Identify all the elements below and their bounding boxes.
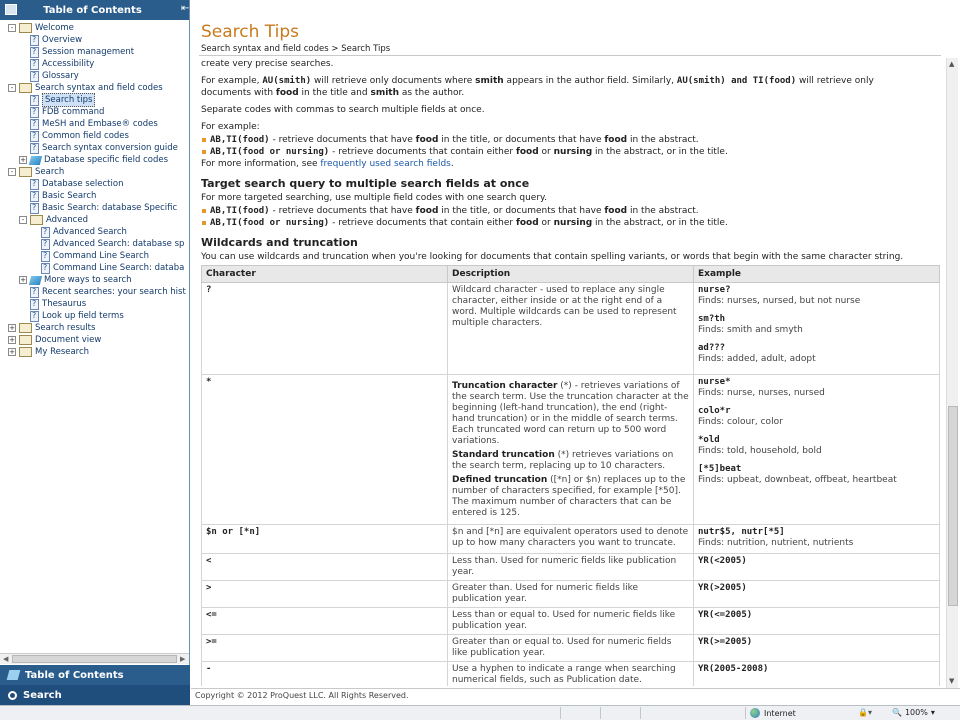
bullet-text	[210, 134, 699, 146]
character-cell: $n or [*n]	[202, 525, 448, 554]
character-cell: *	[202, 375, 448, 525]
text: Greater than or equal to. Used for numeric fields like publication year.	[452, 637, 672, 658]
text: in the title and	[298, 88, 371, 98]
separate-codes-text: Separate codes with commas to search multiple fields at once.	[201, 105, 485, 115]
code-au-smith: AU(smith)	[262, 76, 312, 86]
toc-item-label: Search	[35, 167, 65, 177]
bullet-list-2	[201, 205, 941, 229]
zoom-control[interactable]	[892, 708, 935, 717]
table-row	[202, 375, 940, 525]
toc-item-label: Basic Search: database Specific	[42, 203, 178, 213]
help-page-icon	[30, 143, 39, 154]
text: - retrieves variations of the search term. Use the truncation character at the beginning (left-hand truncation), the end (right-hand truncation) or in the middle of search terms. Each truncated word can return up to 500 word variations.	[452, 381, 689, 446]
description-cell	[448, 375, 694, 525]
toc-item[interactable]	[0, 118, 189, 130]
term: nursing	[553, 218, 593, 228]
toc-gem-icon	[7, 670, 21, 680]
toc-item[interactable]	[0, 154, 189, 166]
toc-item[interactable]	[0, 298, 189, 310]
example-finds: Finds: colour, color	[698, 417, 783, 427]
table-row	[202, 635, 940, 662]
title-divider	[199, 55, 941, 56]
toc-item-label: Basic Search	[42, 191, 97, 201]
scroll-up-arrow-icon[interactable]: ▲	[949, 60, 955, 68]
toc-item[interactable]	[0, 322, 189, 334]
browser-status-bar	[0, 705, 960, 720]
target-text: For more targeted searching, use multiple field codes with one search query.	[201, 193, 547, 203]
expand-icon[interactable]: +	[20, 156, 26, 164]
example-finds: Finds: nurse, nurses, nursed	[698, 388, 825, 398]
bullet-list-1	[201, 134, 941, 158]
toc-item-label: Accessibility	[42, 59, 95, 69]
term: smith	[370, 88, 399, 98]
toc-item-label: Advanced	[46, 215, 88, 225]
toc-item-label: Database specific field codes	[44, 155, 169, 165]
example-term: YR(>=2005)	[698, 637, 753, 647]
expand-icon[interactable]: +	[20, 276, 26, 284]
example-term: [*5]beat	[698, 464, 742, 474]
text: .	[450, 159, 454, 169]
toc-item[interactable]	[0, 166, 189, 178]
example	[698, 637, 935, 648]
content-pane	[191, 0, 960, 705]
table-row	[202, 525, 940, 554]
toc-item-label: Document view	[35, 335, 102, 345]
book-icon	[5, 4, 17, 15]
example-cell	[694, 525, 940, 554]
toc-horizontal-scrollbar[interactable]	[0, 653, 189, 664]
character-cell: <	[202, 554, 448, 581]
content-vertical-scrollbar[interactable]	[946, 58, 958, 688]
code: ([*n] or $n)	[547, 475, 601, 485]
column-header: Description	[448, 266, 694, 283]
toc-item-label: Search tips	[42, 93, 95, 107]
bullet-text	[210, 146, 728, 158]
search-tab-label: Search	[23, 689, 62, 701]
text: - retrieve documents that have	[269, 135, 416, 145]
example-finds: Finds: added, adult, adopt	[698, 354, 816, 364]
gem-icon	[29, 276, 42, 285]
book-icon	[19, 323, 32, 333]
example-term: ad???	[698, 343, 726, 353]
toc-item[interactable]	[0, 346, 189, 358]
gem-icon	[29, 156, 42, 165]
toc-item-label: Advanced Search: database sp	[53, 239, 185, 249]
toc-item-label: Search syntax and field codes	[35, 83, 163, 93]
example-term: YR(<=2005)	[698, 610, 753, 620]
description-cell	[448, 662, 694, 687]
text: in the abstract, or in the title.	[592, 218, 728, 228]
book-icon	[19, 23, 32, 33]
code: AB,TI(food or nursing)	[210, 218, 330, 228]
intro-line: create very precise searches.	[201, 59, 334, 69]
text: retrieves variations on the search term, replacing up to 10 characters.	[452, 450, 674, 471]
example	[698, 343, 935, 365]
text: Less than or equal to. Used for numeric fields like publication year.	[452, 610, 676, 631]
toc-item[interactable]	[0, 58, 189, 70]
help-page-icon	[41, 251, 50, 262]
toc-item[interactable]	[0, 214, 189, 226]
example-cell	[694, 375, 940, 525]
toc-item-label: Look up field terms	[42, 311, 124, 321]
toc-item-label: Common field codes	[42, 131, 129, 141]
expand-icon[interactable]: +	[9, 348, 15, 356]
text: Use a hyphen to indicate a range when searching numerical fields, such as Publication date.	[452, 664, 676, 685]
toc-item-label: Welcome	[35, 23, 74, 33]
collapse-icon[interactable]: -	[8, 168, 16, 176]
bullet-item	[201, 134, 941, 146]
lock-icon[interactable]: 🔒▾	[858, 708, 872, 717]
text: documents with	[201, 88, 276, 98]
toc-item[interactable]	[0, 334, 189, 346]
description-cell	[448, 581, 694, 608]
toc-item[interactable]	[0, 46, 189, 58]
text: will retrieve only documents where	[311, 76, 476, 86]
help-page-icon	[30, 179, 39, 190]
term: smith	[475, 76, 504, 86]
page-title: Search Tips	[201, 22, 300, 42]
example	[698, 406, 935, 428]
help-page-icon	[30, 107, 39, 118]
status-divider	[640, 707, 641, 719]
bullet-icon	[202, 150, 206, 154]
example	[698, 583, 935, 594]
collapse-icon[interactable]: -	[8, 84, 16, 92]
help-page-icon	[30, 131, 39, 142]
term: food	[604, 135, 628, 145]
search-tab-button[interactable]	[0, 685, 190, 705]
scroll-down-arrow-icon[interactable]: ▼	[949, 677, 955, 685]
bullet-item	[201, 217, 941, 229]
pin-icon[interactable]: ⇤	[181, 3, 190, 14]
toc-item[interactable]	[0, 274, 189, 286]
toc-item[interactable]	[0, 202, 189, 214]
toc-item[interactable]	[0, 286, 189, 298]
text: in the abstract, or in the title.	[592, 147, 728, 157]
collapse-icon[interactable]: -	[8, 24, 16, 32]
help-page-icon	[41, 227, 50, 238]
toc-item-label: Session management	[42, 47, 135, 57]
for-example-text: For example:	[201, 122, 260, 132]
text: - retrieve documents that have	[269, 206, 416, 216]
text: For example,	[201, 76, 263, 86]
example-term: *old	[698, 435, 720, 445]
text: will retrieve only	[796, 76, 874, 86]
zone-label: Internet	[764, 708, 796, 718]
toc-item[interactable]	[0, 34, 189, 46]
example-term: YR(2005-2008)	[698, 664, 769, 674]
description-cell	[448, 525, 694, 554]
example-cell	[694, 581, 940, 608]
book-icon	[30, 215, 43, 225]
term: food	[415, 206, 439, 216]
bullet-icon	[202, 138, 206, 142]
help-page-icon	[30, 311, 39, 322]
help-page-icon	[30, 191, 39, 202]
zoom-level: 100%	[904, 708, 928, 717]
text: Standard truncation	[452, 450, 555, 460]
toc-item[interactable]	[0, 130, 189, 142]
term: food	[515, 218, 539, 228]
help-page-icon	[30, 299, 39, 310]
frequently-used-search-fields-link[interactable]: frequently used search fields	[320, 159, 451, 169]
text: Wildcard character - used to replace any single character, either inside or at the right end of a word. Multiple wildcards can be used to represent multiple characters.	[452, 285, 677, 328]
toc-item-label: Search syntax conversion guide	[42, 143, 178, 153]
example-cell	[694, 608, 940, 635]
example-finds: Finds: nurses, nursed, but not nurse	[698, 296, 861, 306]
toc-item[interactable]	[0, 250, 189, 262]
character-cell: >=	[202, 635, 448, 662]
globe-icon	[750, 708, 760, 718]
bullet-icon	[202, 209, 206, 213]
table-row	[202, 554, 940, 581]
example-finds: Finds: smith and smyth	[698, 325, 803, 335]
text: in the abstract.	[627, 135, 699, 145]
help-page-icon	[41, 263, 50, 274]
toc-tab-button[interactable]	[0, 665, 190, 685]
character-cell: <=	[202, 608, 448, 635]
footer-divider	[191, 688, 960, 689]
code-au-ti: AU(smith) and TI(food)	[676, 76, 797, 86]
toc-item[interactable]	[0, 178, 189, 190]
example-paragraph	[201, 75, 941, 99]
help-page-icon	[30, 47, 39, 58]
toc-item-label: My Research	[35, 347, 90, 357]
description-part	[452, 475, 689, 519]
text: Less than. Used for numeric fields like publication year.	[452, 556, 677, 577]
toc-item-label: Command Line Search	[53, 251, 150, 261]
description-cell	[448, 608, 694, 635]
toc-item-label: Search results	[35, 323, 96, 333]
text: or	[538, 147, 554, 157]
toc-item[interactable]	[0, 190, 189, 202]
wildcards-text: You can use wildcards and truncation when you're looking for documents that contain spelling variants, or words that begin with the same character string.	[201, 252, 904, 262]
character-cell: -	[202, 662, 448, 687]
more-info-line	[201, 158, 941, 170]
term: nursing	[553, 147, 593, 157]
text: Greater than. Used for numeric fields like publication year.	[452, 583, 639, 604]
text: replaces up to the number of characters specified, for example [*50]. The maximum number of characters that can be entered is 125.	[452, 475, 686, 518]
scrollbar-thumb[interactable]	[948, 406, 958, 606]
text: in the abstract.	[627, 206, 699, 216]
example-term: sm?th	[698, 314, 726, 324]
help-page-icon	[41, 239, 50, 250]
toc-header	[0, 0, 189, 20]
example	[698, 464, 935, 486]
column-header: Character	[202, 266, 448, 283]
term: food	[275, 88, 299, 98]
code: (*)	[557, 381, 572, 391]
collapse-icon[interactable]: -	[19, 216, 27, 224]
text: in the title, or documents that have	[438, 135, 605, 145]
status-divider	[745, 707, 746, 719]
bullet-text	[210, 205, 699, 217]
table-row	[202, 581, 940, 608]
scroll-left-arrow-icon[interactable]: ◀	[3, 655, 9, 663]
help-page-icon	[30, 119, 39, 130]
bullet-item	[201, 205, 941, 217]
code: AB,TI(food or nursing)	[210, 147, 330, 157]
example-term: nurse*	[698, 377, 731, 387]
text: Defined truncation	[452, 475, 548, 485]
toc-tab-label: Table of Contents	[25, 669, 124, 681]
toc-item-label: More ways to search	[44, 275, 132, 285]
description-cell	[448, 283, 694, 375]
code: AB,TI(food)	[210, 206, 270, 216]
example	[698, 664, 935, 675]
example-finds: Finds: upbeat, downbeat, offbeat, heartbeat	[698, 475, 897, 485]
text: For more information, see	[201, 159, 321, 169]
toc-pane	[0, 0, 190, 705]
toc-item[interactable]	[0, 262, 189, 274]
toc-item-label: Overview	[42, 35, 83, 45]
scrollbar-thumb[interactable]	[12, 655, 177, 663]
example	[698, 435, 935, 457]
expand-icon[interactable]: +	[9, 336, 15, 344]
character-cell: >	[202, 581, 448, 608]
heading-target-search: Target search query to multiple search fields at once	[201, 177, 530, 190]
toc-tree	[0, 22, 189, 652]
help-page-icon	[30, 35, 39, 46]
example-term: nurse?	[698, 285, 731, 295]
example-cell	[694, 662, 940, 687]
toc-item-label: MeSH and Embase® codes	[42, 119, 158, 129]
example-term: YR(<2005)	[698, 556, 747, 566]
toc-item[interactable]	[0, 106, 189, 118]
heading-wildcards: Wildcards and truncation	[201, 236, 358, 249]
security-zone	[750, 708, 796, 718]
description-part	[452, 381, 689, 447]
topic-content	[201, 58, 941, 686]
table-row	[202, 662, 940, 687]
toc-item-label: Advanced Search	[53, 227, 127, 237]
description-cell	[448, 635, 694, 662]
example-term: nutr$5, nutr[*5]	[698, 527, 785, 537]
toc-item[interactable]	[0, 22, 189, 34]
text: $n and [*n] are equivalent operators used to denote up to how many characters you want to truncate.	[452, 527, 689, 548]
toc-item-label: Glossary	[42, 71, 79, 81]
code: AB,TI(food)	[210, 135, 270, 145]
bullet-text	[210, 217, 728, 229]
example	[698, 285, 935, 307]
table-row	[202, 608, 940, 635]
search-icon	[8, 691, 17, 700]
help-page-icon	[30, 287, 39, 298]
book-icon	[19, 335, 32, 345]
text: or	[538, 218, 554, 228]
toc-item[interactable]	[0, 238, 189, 250]
table-row	[202, 283, 940, 375]
text: as the author.	[399, 88, 465, 98]
zoom-icon: 🔍	[892, 708, 902, 717]
book-icon	[19, 167, 32, 177]
bullet-icon	[202, 221, 206, 225]
example	[698, 314, 935, 336]
example-cell	[694, 283, 940, 375]
toc-item[interactable]	[0, 70, 189, 82]
toc-item-label: Database selection	[42, 179, 124, 189]
toc-item[interactable]	[0, 226, 189, 238]
example-finds: Finds: nutrition, nutrient, nutrients	[698, 538, 854, 548]
example	[698, 610, 935, 621]
book-icon	[19, 83, 32, 93]
toc-item[interactable]	[0, 94, 189, 106]
chevron-down-icon: ▾	[930, 708, 935, 717]
text: - retrieve documents that contain either	[329, 218, 516, 228]
example-term: colo*r	[698, 406, 731, 416]
wildcards-table	[201, 265, 940, 686]
example-cell	[694, 554, 940, 581]
help-page-icon	[30, 59, 39, 70]
table-header-row	[202, 266, 940, 283]
term: food	[604, 206, 628, 216]
toc-item-label: Command Line Search: databa	[53, 263, 185, 273]
bullet-item	[201, 146, 941, 158]
example	[698, 527, 935, 549]
toc-item-label: Recent searches: your search hist	[42, 287, 186, 297]
character-cell: ?	[202, 283, 448, 375]
help-page-icon	[30, 95, 39, 106]
text: Truncation character	[452, 381, 558, 391]
toc-header-label: Table of Contents	[43, 4, 142, 16]
expand-icon[interactable]: +	[9, 324, 15, 332]
toc-item-label: FDB command	[42, 107, 105, 117]
help-page-icon	[30, 71, 39, 82]
description-part	[452, 450, 689, 472]
example-finds: Finds: told, household, bold	[698, 446, 822, 456]
example	[698, 556, 935, 567]
text: in the title, or documents that have	[438, 206, 605, 216]
text: - retrieve documents that contain either	[329, 147, 516, 157]
toc-item[interactable]	[0, 310, 189, 322]
help-page-icon	[30, 203, 39, 214]
column-header: Example	[694, 266, 940, 283]
term: food	[515, 147, 539, 157]
scroll-right-arrow-icon[interactable]: ▶	[180, 655, 186, 663]
book-icon	[19, 347, 32, 357]
example	[698, 377, 935, 399]
breadcrumb: Search syntax and field codes > Search Tips	[201, 44, 391, 54]
toc-item-label: Thesaurus	[42, 299, 87, 309]
status-divider	[600, 707, 601, 719]
toc-item[interactable]	[0, 142, 189, 154]
term: food	[415, 135, 439, 145]
text: appears in the author field. Similarly,	[503, 76, 677, 86]
description-cell	[448, 554, 694, 581]
code: (*)	[554, 450, 570, 460]
example-cell	[694, 635, 940, 662]
status-divider	[560, 707, 561, 719]
example-term: YR(>2005)	[698, 583, 747, 593]
copyright-footer: Copyright © 2012 ProQuest LLC. All Rights Reserved.	[195, 691, 409, 700]
